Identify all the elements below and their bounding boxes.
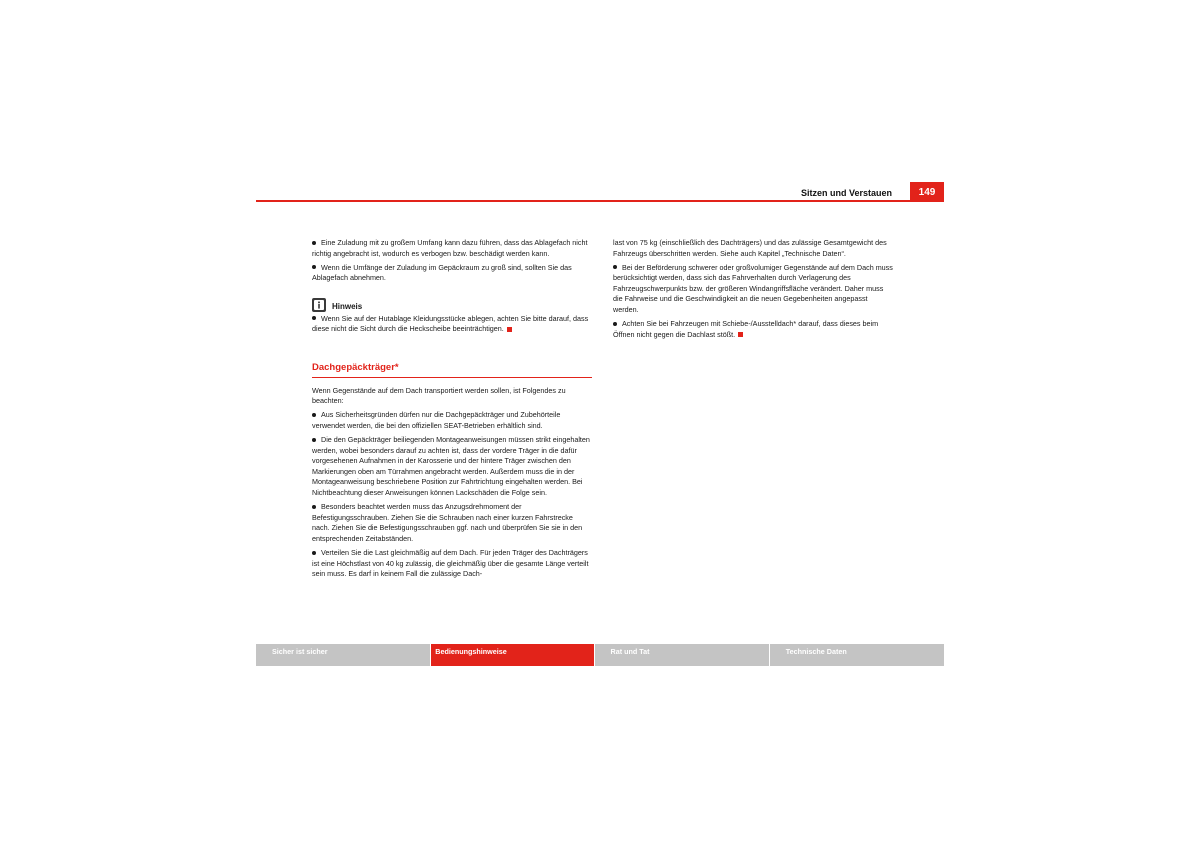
info-icon — [312, 298, 326, 312]
list-item: Achten Sie bei Fahrzeugen mit Schiebe-/Ausstelldach* darauf, dass dieses beim Öffnen nicht gegen die Dachlast stößt. — [613, 319, 879, 339]
bullet-icon — [613, 265, 617, 269]
footer-nav — [256, 644, 944, 666]
bullet-icon — [312, 413, 316, 417]
tab-rat-und-tat[interactable]: Rat und Tat — [595, 644, 769, 666]
list-item: Aus Sicherheitsgründen dürfen nur die Dachgepäckträger und Zubehörteile verwendet werden, die bei den offiziellen SEAT-Betrieben erhältlich sind. — [312, 410, 561, 430]
intro-paragraph: Wenn Gegenstände auf dem Dach transportiert werden sollen, ist Folgendes zu beachten: — [312, 385, 566, 406]
tab-bedienungshinweise[interactable]: Bedienungshinweise — [431, 644, 593, 666]
list-item: Besonders beachtet werden muss das Anzugsdrehmoment der Befestigungsschrauben. Ziehen Sie die Schrauben nach einer kurzen Fahrstrecke nach. Ziehen Sie die Befestigungsschrauben ggf. nach und überprüfen Sie sie in den entsprechenden Zeitabständen. — [312, 502, 583, 543]
chapter-title: Sitzen und Verstauen — [800, 188, 892, 198]
note-label: Hinweis — [332, 301, 363, 311]
bullet-icon — [312, 316, 316, 320]
continuation-paragraph: last von 75 kg (einschließlich des Dachträgers) und das zulässige Gesamtgewicht des Fahrzeugs überschritten werden. Siehe auch Kapitel „Technische Daten“. — [613, 238, 887, 258]
bullet-icon — [312, 551, 316, 555]
section-title: Dachgepäckträger* — [312, 363, 592, 378]
list-item: Bei der Beförderung schwerer oder großvolumiger Gegenstände auf dem Dach muss berücksichtigt werden, dass sich das Fahrverhalten durch Verlagerung des Fahrzeugschwerpunkts bzw. der größeren Windangriffsfläche verändert. Daher muss die Fahrweise und die Geschwindigkeit an die neuen Gegebenheiten angepasst werden. — [613, 262, 893, 315]
tab-sicher-ist-sicher[interactable]: Sicher ist sicher — [256, 644, 430, 666]
header-rule — [256, 200, 944, 202]
bullet-icon — [312, 438, 316, 442]
note-item: Wenn Sie auf der Hutablage Kleidungsstücke ablegen, achten Sie bitte darauf, dass diese nicht die Sicht durch die Heckscheibe beeinträchtigen. — [312, 313, 589, 334]
bullet-icon — [613, 322, 617, 326]
list-item: Wenn die Umfänge der Zuladung im Gepäckraum zu groß sind, sollten Sie das Ablagefach abnehmen. — [312, 262, 572, 283]
page-number: 149 — [910, 182, 944, 202]
end-mark-icon — [738, 332, 743, 337]
right-column — [613, 238, 893, 344]
list-item: Eine Zuladung mit zu großem Umfang kann dazu führen, dass das Ablagefach nicht richtig angebracht ist, wodurch es verbogen bzw. beschädigt werden kann. — [312, 238, 588, 258]
bullet-icon — [312, 241, 316, 245]
list-item: Die den Gepäckträger beiliegenden Montageanweisungen müssen strikt eingehalten werden, wobei besonders darauf zu achten ist, dass der vordere Träger in die dafür vorgesehenen Aufnahmen in der Karosserie und der hintere Träger zwischen den Markierungen oben am Türrahmen angebracht werden. Außerdem muss die in der Montageanweisung beschriebene Position zur Fahrtrichtung eingehalten werden. Bei Nichtbeachtung dieser Anweisungen können Lackschäden die Folge sein. — [312, 435, 590, 497]
list-item: Verteilen Sie die Last gleichmäßig auf dem Dach. Für jeden Träger des Dachträgers ist eine Höchstlast von 40 kg zulässig, die gleichmäßig über die gesamte Länge verteilt sein muss. Es darf in keinem Fall die zulässige Dach- — [312, 547, 589, 579]
note-header — [312, 298, 592, 312]
bullet-icon — [312, 505, 316, 509]
left-column — [312, 238, 592, 583]
end-mark-icon — [507, 327, 512, 332]
bullet-icon — [312, 265, 316, 269]
tab-technische-daten[interactable]: Technische Daten — [770, 644, 944, 666]
